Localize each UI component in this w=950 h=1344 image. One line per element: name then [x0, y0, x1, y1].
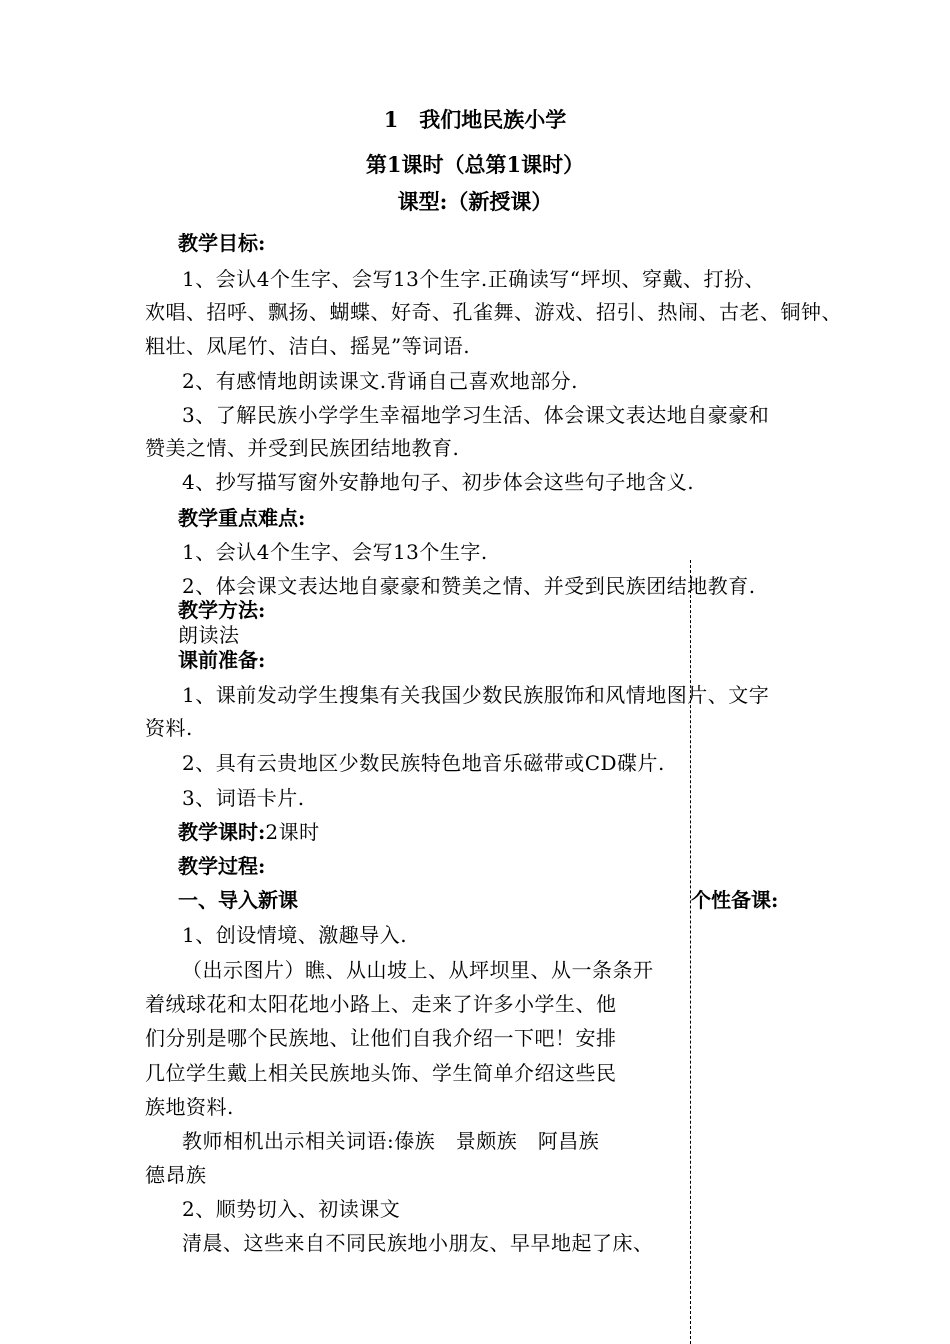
process-paragraph-1-line-4: 几位学生戴上相关民族地头饰、学生简单介绍这些民 — [145, 1061, 617, 1085]
process-paragraph-3-line-1: 清晨、这些来自不同民族地小朋友、早早地起了床、 — [182, 1231, 654, 1255]
process-paragraph-2-line-1: 教师相机出示相关词语:傣族 景颇族 阿昌族 — [182, 1129, 600, 1153]
process-step-2: 2、顺势切入、初读课文 — [182, 1197, 401, 1221]
method-value: 朗读法 — [178, 623, 240, 647]
preparation-item-2: 2、具有云贵地区少数民族特色地音乐磁带或CD碟片. — [182, 751, 665, 775]
objective-item-1-line-2: 欢唱、招呼、飘扬、蝴蝶、好奇、孔雀舞、游戏、招引、热闹、古老、铜钟、 — [145, 300, 842, 324]
process-paragraph-1-line-5: 族地资料. — [145, 1095, 234, 1119]
method-heading: 教学方法: — [178, 598, 266, 622]
preparation-item-3: 3、词语卡片. — [182, 786, 305, 810]
key-point-item-2: 2、体会课文表达地自豪豪和赞美之情、并受到民族团结地教育. — [182, 574, 756, 598]
hours-heading: 教学课时: — [178, 820, 266, 844]
column-divider — [690, 560, 691, 1344]
key-point-item-1: 1、会认4个生字、会写13个生字. — [182, 540, 488, 564]
preparation-heading: 课前准备: — [178, 648, 266, 672]
lesson-period: 第1课时（总第1课时） — [365, 152, 585, 177]
objective-item-2: 2、有感情地朗读课文.背诵自己喜欢地部分. — [182, 369, 578, 393]
side-note-label: 个性备课: — [691, 888, 779, 912]
objective-item-3-line-2: 赞美之情、并受到民族团结地教育. — [145, 436, 460, 460]
lesson-title: 1 我们地民族小学 — [383, 107, 567, 132]
preparation-item-1-line-1: 1、课前发动学生搜集有关我国少数民族服饰和风情地图片、文字 — [182, 683, 770, 707]
process-paragraph-1-line-2: 着绒球花和太阳花地小路上、走来了许多小学生、他 — [145, 992, 617, 1016]
process-paragraph-1-line-3: 们分别是哪个民族地、让他们自我介绍一下吧！安排 — [145, 1026, 617, 1050]
hours-row — [178, 816, 320, 845]
objectives-heading: 教学目标: — [178, 231, 266, 255]
preparation-item-1-line-2: 资料. — [145, 716, 193, 740]
objective-item-4: 4、抄写描写窗外安静地句子、初步体会这些句子地含义. — [182, 470, 695, 494]
objective-item-1-line-1: 1、会认4个生字、会写13个生字.正确读写“坪坝、穿戴、打扮、 — [182, 267, 765, 291]
process-paragraph-1-line-1: （出示图片）瞧、从山坡上、从坪坝里、从一条条开 — [182, 958, 654, 982]
objective-item-1-line-3: 粗壮、凤尾竹、洁白、摇晃”等词语. — [145, 334, 471, 358]
objective-item-3-line-1: 3、了解民族小学学生幸福地学习生活、体会课文表达地自豪豪和 — [182, 403, 770, 427]
key-points-heading: 教学重点难点: — [178, 506, 306, 530]
process-paragraph-2-line-2: 德昂族 — [145, 1163, 207, 1187]
process-heading: 教学过程: — [178, 854, 266, 878]
process-section-1: 一、导入新课 — [178, 888, 298, 912]
lesson-type: 课型:（新授课） — [397, 189, 553, 214]
hours-value: 2课时 — [265, 820, 320, 844]
process-step-1: 1、创设情境、激趣导入. — [182, 923, 408, 947]
